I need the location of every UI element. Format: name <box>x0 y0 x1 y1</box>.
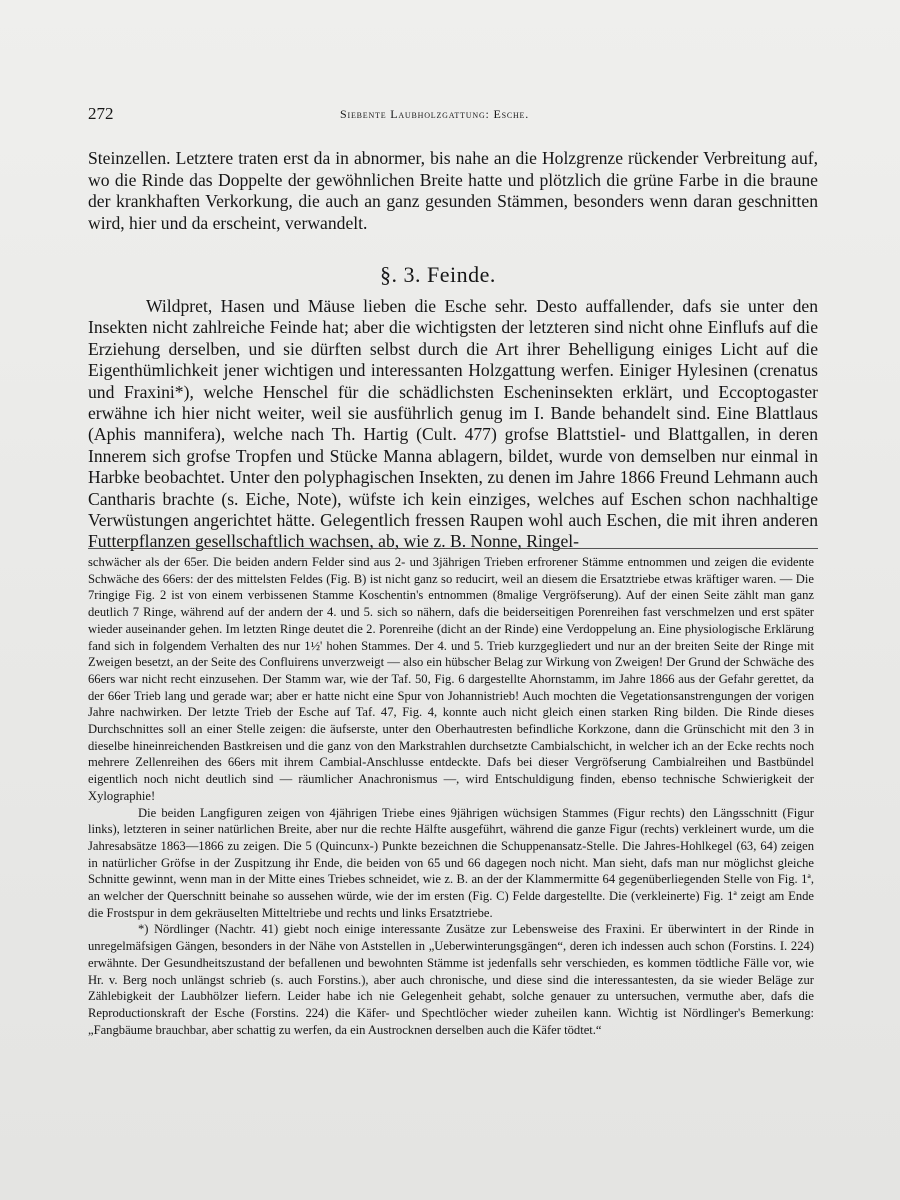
footnote-divider <box>88 548 818 549</box>
footnote-noerdlinger: *) Nördlinger (Nachtr. 41) giebt noch einige interessante Zusätze zur Lebensweise des Fraxini. Er überwintert in der Rinde in unregelmäfsigen Gängen, besonders in der Nähe von Aststellen in „Ueberwinterungsgängen“, deren ich indessen auch schon (Forstins. I. 224) erwähnte. Der Gesundheitszustand der befallenen und bewohnten Stämme ist jedenfalls sehr verschieden, es kommen tödtliche Fälle vor, wie Hr. v. Berg noch unlängst schrieb (s. auch Forstins.), aber auch chronische, und diese sind die interessantesten, da sie wieder Beläge zur Zählebigkeit der Laubhölzer liefern. Leider habe ich nie Gelegenheit gehabt, solche genauer zu untersuchen, vermuthe aber, dafs die Reproductionskraft der Esche (Forstins. 224) die Käfer- und Spechtlöcher wieder zuheilen kann. Wichtig ist Nördlinger's Bemerkung: „Fangbäume brauchbar, aber schattig zu werfen, da ein Austrocknen derselben auch die Käfer tödtet.“ <box>88 922 814 1037</box>
page-header <box>88 104 792 126</box>
footnote-continuation: schwächer als der 65er. Die beiden andern Felder sind aus 2- und 3jährigen Trieben erfrorener Stämme entnommen und zeigen die evidente Schwäche des 66ers: der des mittelsten Feldes (Fig. B) ist nicht ganz so reducirt, weil an diesem die Ersatztriebe etwas kräftiger waren. — Die 7ringige Fig. 2 ist von einem verbissenen Stamme Koschentin's entnommen (8malige Vergröfserung). Auf der einen Seite zählt man ganz deutlich 7 Ringe, während auf der andern der 4. und 5. sich so nähern, dafs die beiderseitigen Porenreihen fast verschmelzen und erst später wieder auseinander gehen. Im letzten Ringe deutet die 2. Porenreihe (dicht an der Rinde) eine Verdoppelung an. Eine physiologische Erklärung fand sich in folgendem Verhalten des nur 1½' hohen Stammes. Der 4. und 5. Trieb kurzgegliedert und nur an der breiten Seite der Ringe mit Zweigen besetzt, an der Seite des Confluirens unverzweigt — also ein hübscher Belag zur Wirkung von Zweigen! Der Grund der Schwäche des 66ers war nicht recht einzusehen. Der Stamm war, wie der Taf. 50, Fig. 6 dargestellte Ahornstamm, im Jahre 1866 aus der Gefahr gerettet, da der 66er Trieb lang und gerade war; aber er hatte nicht eine Spur von Johannistrieb! Auch mochten die Vegetationsanstrengungen der vorigen Jahre nachwirken. Der letzte Trieb der Esche auf Taf. 47, Fig. 4, konnte auch nicht gleich einen starken Ring bilden. Die Rinde dieses Durchschnittes soll an einer Stelle zeigen: die äufserste, unter den Oberhautresten befindliche Korkzone, dann die Grünschicht mit den 3 in dieselbe hineinreichenden Bastkreisen und die ganz von den Markstrahlen durchsetzte Cambialschicht, in welcher ich an der Ecke rechts noch mehrere Zellenreihen des 66ers mit ihrem Cambial-Anschlusse entdeckte. Dafs bei dieser Vergröfserung Cambialreihen und Bastbündel eigentlich noch nicht deutlich sind — räumlicher Anachronismus —, wird Entschuldigung finden, ebenso technische Schwierigkeit der Xylographie! <box>88 555 814 803</box>
body-paragraph: Wildpret, Hasen und Mäuse lieben die Esche sehr. Desto auffallender, dafs sie unter den Insekten nicht zahlreiche Feinde hat; aber die wichtigsten der letzteren sind nicht ohne Einflufs auf die Erziehung derselben, und sie dürften selbst durch die Art ihrer Behelligung einiges Licht auf die Eigenthümlichkeit jener wichtigen und interessanten Holzgattung werfen. Einiger Hylesinen (crenatus und Fraxini*), welche Henschel für die schädlichsten Escheninsekten erklärt, und Eccoptogaster erwähne ich hier nicht weiter, weil sie ausführlich genug im I. Bande behandelt sind. Eine Blattlaus (Aphis mannifera), welche nach Th. Hartig (Cult. 477) grofse Blattstiel- und Blattgallen, in deren Innerem sich grofse Tropfen und Stücke Manna ablagern, bildet, wurde von demselben nur einmal in Harbke beobachtet. Unter den polyphagischen Insekten, zu denen im Jahre 1866 Freund Lehmann auch Cantharis brachte (s. Eiche, Note), wüfste ich kein einziges, welches auf Eschen schon nachhaltige Verwüstungen angerichtet hätte. Gelegentlich fressen Raupen wohl auch Eschen, die mit ihren anderen Futterpflanzen gesellschaftlich wachsen, ab, wie z. B. Nonne, Ringel- <box>88 296 818 552</box>
page-number: 272 <box>88 104 114 123</box>
footnotes <box>88 554 814 1038</box>
body-text <box>88 296 818 553</box>
intro-paragraph <box>88 148 818 234</box>
section-heading: §. 3. Feinde. <box>380 262 496 287</box>
intro-text: Steinzellen. Letztere traten erst da in abnormer, bis nahe an die Holzgrenze rückender Verbreitung auf, wo die Rinde das Doppelte der gewöhnlichen Breite hatte und plötzlich die grüne Farbe in die braune der krankhaften Verkorkung, die auch an ganz gesunden Stämmen, besonders wenn daran geschnitten wird, hier und da erscheint, verwandelt. <box>88 148 818 233</box>
footnote-figures: Die beiden Langfiguren zeigen von 4jährigen Triebe eines 9jährigen wüchsigen Stammes (Figur rechts) den Längsschnitt (Figur links), letzteren in seiner natürlichen Breite, aber nur die rechte Hälfte ausgeführt, während die ganze Figur (rechts) verkleinert wurde, um die Jahresabsätze 1863—1866 zu zeigen. Die 5 (Quincunx-) Punkte bezeichnen die Schuppenansatz-Stelle. Die Jahres-Hohlkegel (63, 64) zeigen in natürlicher Gröfse in der Zuspitzung ihr Ende, die beiden von 65 und 66 dagegen noch nicht. Man sieht, dafs man nur möglichst gleiche Schnitte gewinnt, wenn man in der Mitte eines Triebes schneidet, wie z. B. an der der Klammermitte 64 gegenüberliegenden Stelle von Fig. 1ª, an welcher der Querschnitt beinahe so aussehen würde, wie der im ersten (Fig. C) Felde dargestellte. Die (verkleinerte) Fig. 1ª zeigt am Ende die Frostspur in dem gekräuselten Mitteltriebe und rechts und links Ersatztriebe. <box>88 805 814 920</box>
running-head: Siebente Laubholzgattung: Esche. <box>340 107 530 121</box>
